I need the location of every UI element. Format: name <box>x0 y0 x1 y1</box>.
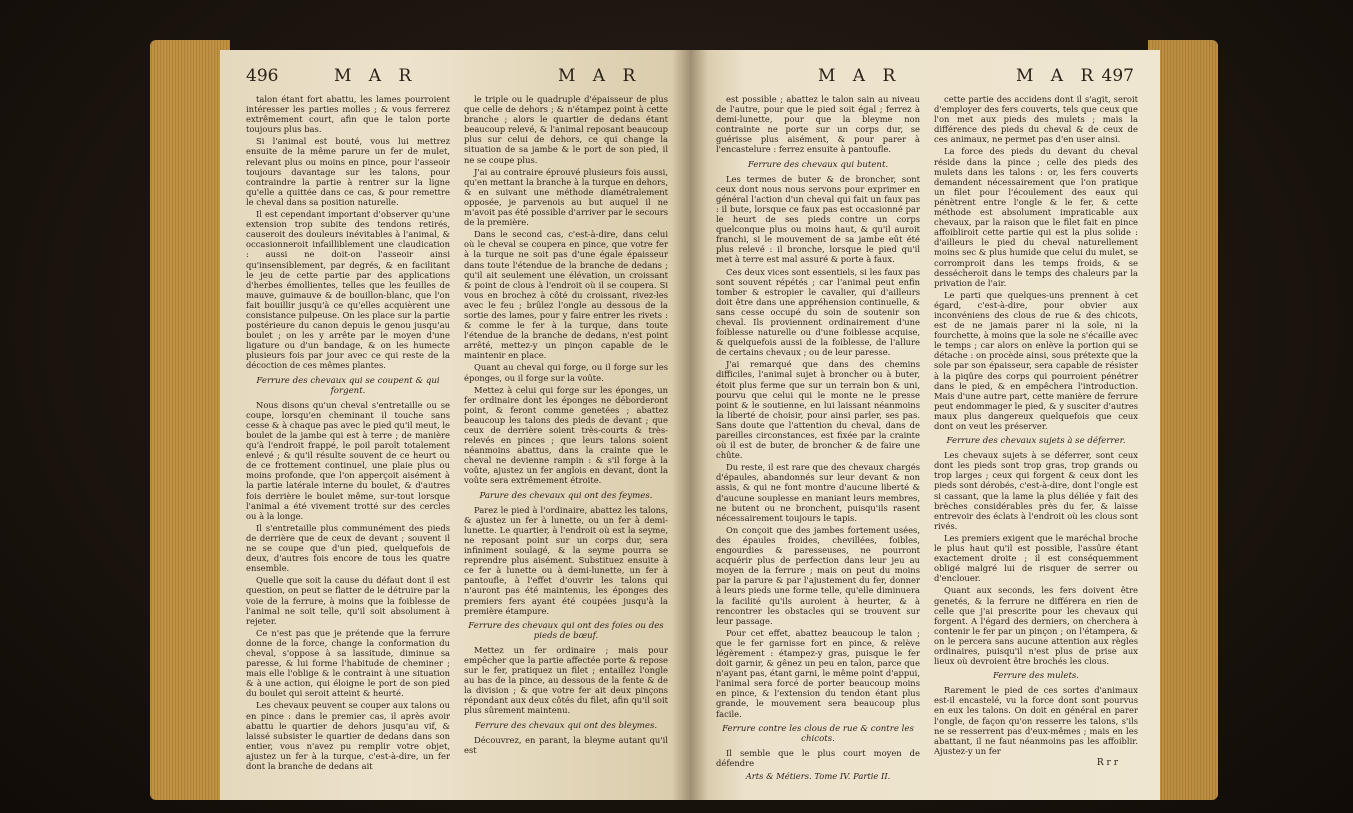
paragraph: J'ai au contraire éprouvé plusieurs fois aussi, qu'en mettant la branche à la turque en dehors, & en suivant une méthode diamétralement opposée, je parvenois au but auquel il ne m'avoit pas été possible d'arriver par le secours de la première. <box>464 166 668 228</box>
paragraph: Si l'animal est bouté, vous lui mettrez ensuite de la même parure un fer de mulet, relevant plus ou moins en pince, pour l'asseoir toujours davantage sur les talons, pour contraindre la partie à rentrer sur la ligne qu'elle a quittée dans ce cas, & pour remettre le cheval dans sa position naturelle. <box>246 136 450 207</box>
left-page <box>220 50 690 800</box>
paragraph: Pour cet effet, abattez beaucoup le talon ; que le fer garnisse fort en pince, & relève légèrement : étampez-y gras, puisque le fer doit garnir, & gênez un peu en talon, parce que n'ayant pas, étant garni, le même point d'appui, l'animal sera forcé de porter beaucoup moins en pince, & l'extension du tendon étant plus grande, le mouvement sera beaucoup plus facile. <box>716 627 920 719</box>
page-number: 497 <box>1101 66 1134 86</box>
paragraph: Rarement le pied de ces sortes d'animaux est-il encastelé, vu la force dont sont pourvus en eux les talons. On doit en général en parer l'ongle, de façon qu'on resserre les talons, s'ils ne se resserrent pas d'eux-mêmes ; mais en les abattant, il ne faut néanmoins pas les affoiblir. Ajustez-y un fer <box>934 685 1138 756</box>
right-page-header <box>716 66 1134 88</box>
paragraph: talon étant fort abattu, les lames pourroient intéresser les parties molles ; & vous ferrerez extrêmement court, afin que le talon porte toujours plus bas. <box>246 94 450 135</box>
signature-mark: R r r <box>1096 757 1118 768</box>
paragraph: Nous disons qu'un cheval s'entretaille ou se coupe, lorsqu'en cheminant il touche sans cesse & à chaque pas avec le pied qu'il meut, le boulet de la jambe qui est à terre ; de manière qu'à l'endroit frappé, le poil paroît totalement enlevé ; & qu'il résulte souvent de ce heurt ou de ce frottement continuel, une plaie plus ou moins profonde, que l'on apperçoit aisément à la partie latérale interne du boulet, & d'autres fois derrière le boulet même, sur-tout lorsque l'animal a été vivement trotté sur des cercles ou à la longe. <box>246 399 450 521</box>
left-page-header <box>246 66 664 88</box>
left-page-column-1 <box>246 94 450 790</box>
paragraph: est possible ; abattez le talon sain au niveau de l'autre, pour que le pied soit égal ; ferrez à demi-lunette, pour que la bleyme non contrainte ne porte sur un corps dur, se guérisse plus aisément, & pour parer à l'encastelure : ferrez ensuite à pantoufle. <box>716 94 920 155</box>
paragraph: Dans le second cas, c'est-à-dire, dans celui où le cheval se coupera en pince, que votre fer à la turque ne soit pas d'une égale épaisseur dans toute l'étendue de la branche de dedans ; qu'il ait seulement une élévation, un croissant & point de clous à l'endroit où il se coupera. Si vous en brochez à côté du croissant, rivez-les avec le feu ; brûlez l'ongle au dessous de la sortie des lames, pour y faire entrer les rivets : & comme le fer à la turque, dans toute l'étendue de la branche de dedans, n'est point arrêté, mettez-y un pinçon capable de le maintenir en place. <box>464 229 668 361</box>
section-heading: Ferrure contre les clous de rue & contre les chicots. <box>722 723 914 744</box>
paragraph: Ces deux vices sont essentiels, si les faux pas sont souvent répétés ; car l'animal peut enfin tomber & estropier le cavalier, qui d'ailleurs doit être dans une appréhension continuelle, & sans cesse occupé du soin de soutenir son cheval. Ils proviennent ordinairement d'une foiblesse naturelle ou d'une foiblesse acquise, & quelquefois aussi de la foiblesse, de l'allure de certains chevaux ; ou de leur paresse. <box>716 266 920 358</box>
right-page <box>690 50 1160 800</box>
paragraph: Les premiers exigent que le maréchal broche le plus haut qu'il est possible, l'assûre étant exactement droite ; il est conséquemment obligé malgré lui de risquer de serrer ou d'enclouer. <box>934 532 1138 584</box>
running-head-right: M A R <box>558 66 642 86</box>
paragraph: Quant aux seconds, les fers doivent être genetés, & la ferrure ne différera en rien de celle que j'ai prescrite pour les chevaux qui forgent. A l'égard des derniers, on cherchera à contenir le fer par un pinçon ; on l'étampera, & on le percera sans aucune attention aux règles ordinaires, puisqu'il n'est plus de prise aux lieux où devroient être brochés les clous. <box>934 585 1138 667</box>
section-heading: Ferrure des chevaux qui ont des bleymes. <box>474 720 658 731</box>
running-head-right: M A R <box>1016 66 1100 86</box>
paragraph: Il semble que le plus court moyen de défendre <box>716 747 920 768</box>
paragraph: Parez le pied à l'ordinaire, abattez les talons, & ajustez un fer à lunette, ou un fer à demi-lunette. Le quartier, à l'endroit où est la seyme, ne reposant point sur un corps dur, sera infiniment soulagé, & la seyme pourra se reprendre plus aisément. Substituez ensuite à ce fer à lunette ou à demi-lunette, un fer à pantoufle, à l'effet d'ouvrir les talons qui n'auront pas été maintenus, les éponges des premiers fers ayant été coupées jusqu'à la première étampure. <box>464 504 668 616</box>
right-page-column-1 <box>716 94 920 790</box>
paragraph: cette partie des accidens dont il s'agit, seroit d'employer des fers couverts, tels que ceux que l'on met aux pieds des mulets ; mais la différence des pieds du cheval & de ceux de ces animaux, ne permet pas d'en user ainsi. <box>934 94 1138 145</box>
paragraph: Ce n'est pas que je prétende que la ferrure donne de la force, change la conformation du cheval, s'oppose à sa lassitude, diminue sa paresse, & lui forme l'habitude de cheminer ; mais elle l'oblige & le contraint à une situation & à une action, qui éloigne le port de son pied du boulet qui seroit atteint & heurté. <box>246 627 450 699</box>
section-heading: Ferrure des chevaux qui se coupent & qui forgent. <box>256 375 440 396</box>
paragraph: On conçoit que des jambes fortement usées, des épaules froides, chevillées, foibles, engourdies & paresseuses, ne pourront acquérir plus de perfection dans leur jeu au moyen de la ferrure ; mais on peut du moins par la parure & par l'ajustement du fer, donner à leurs pieds une forme telle, qu'elle diminuera la facilité qu'ils auroient à heurter, & à rencontrer les obstacles qui se trouvent sur leur passage. <box>716 524 920 626</box>
paragraph: Le parti que quelques-uns prennent à cet égard, c'est-à-dire, pour obvier aux inconvéniens des clous de rue & des chicots, est de ne jamais parer ni la sole, ni la fourchette, à moins que la sole ne s'écaille avec le temps ; car alors on enlève la portion qui se détache : on procède ainsi, sous prétexte que la sole par son épaisseur, sera capable de résister à la piqûre des corps qui pourroient pénétrer dans le pied, & en empêchera l'introduction. Mais d'une autre part, cette manière de ferrure peut endommager le pied, & y susciter d'autres maux plus dangereux quelquefois que ceux dont on veut les préserver. <box>934 289 1138 431</box>
section-heading: Ferrure des chevaux qui ont des foies ou des pieds de bœuf. <box>468 620 664 641</box>
paragraph: J'ai remarqué que dans des chemins difficiles, l'animal sujet à broncher ou à buter, étoit plus ferme que sur un terrain bon & uni, pourvu que celui qui le monte ne le presse point & le soutienne, en lui laissant néanmoins la liberté de choisir, pour ainsi parler, ses pas. Sans doute que l'attention du cheval, dans de pareilles circonstances, est fixée par la crainte où il est de buter, de broncher & de faire une chûte. <box>716 359 920 461</box>
section-heading: Parure des chevaux qui ont des feymes. <box>479 490 653 501</box>
paragraph: Les chevaux peuvent se couper aux talons ou en pince : dans le premier cas, il après avoir abattu le quartier de dehors jusqu'au vif, & laissé subsister le quartier de dedans dans son entier, vous n'avez pu remplir votre objet, ajustez un fer à la turque, c'est-à-dire, un fer dont la branche de dedans ait <box>246 700 450 771</box>
running-head-left: M A R <box>818 66 902 86</box>
paragraph: La force des pieds du devant du cheval réside dans la pince ; celle des pieds des mulets dans les talons : or, les fers couverts demandent nécessairement que l'on pratique un filet pour l'écoulement des eaux qui pénètrent entre l'ongle & le fer, & cette méthode est absolument impraticable aux chevaux, par la raison que le filet fait en pince affoibliroit cette partie qui est la plus solide : d'ailleurs le pied du cheval naturellement moins sec & plus humide que celui du mulet, se corromproit dans les temps froids, & se dessécheroit dans le temps des chaleurs par la privation de l'air. <box>934 146 1138 288</box>
section-heading: Ferrure des chevaux sujets à se déferrer. <box>946 436 1126 447</box>
paragraph: Il est cependant important d'observer qu'une extension trop subite des tendons retirés, causeroit des douleurs inévitables à l'animal, & occasionneroit infailliblement une claudication : aussi ne doit-on l'asseoir ainsi qu'insensiblement, par degrés, & en facilitant le jeu de cette partie par des applications d'herbes émollientes, telles que les feuilles de mauve, guimauve & de bouillon-blanc, que l'on fait bouillir jusqu'à ce qu'elles acquièrent une consistance pulpeuse. On les place sur la partie postérieure du canon depuis le genou jusqu'au boulet ; on les y arrête par le moyen d'une ligature ou d'un bandage, & on les humecte plusieurs fois par jour avec ce qui reste de la décoction de ces mêmes plantes. <box>246 209 450 371</box>
paragraph: Du reste, il est rare que des chevaux chargés d'épaules, abandonnés sur leur devant & non assis, & qui ne font montre d'aucune liberté & d'aucune souplesse en maniant leurs membres, ne butent ou ne bronchent, puisqu'ils rasent nécessairement toujours le tapis. <box>716 462 920 523</box>
paragraph: Mettez un fer ordinaire ; mais pour empêcher que la partie affectée porte & repose sur le fer, pratiquez un filet ; entaillez l'ongle au bas de la pince, au dessous de la fente & de la division ; & que votre fer ait deux pinçons répondant aux deux côtés du filet, afin qu'il soit plus sûrement maintenu. <box>464 644 668 716</box>
left-page-column-2 <box>464 94 668 790</box>
page-footer: Arts & Métiers. Tome IV. Partie II. <box>745 771 891 781</box>
book-gutter <box>672 50 708 800</box>
paragraph: Découvrez, en parant, la bleyme autant qu'il est <box>464 734 668 755</box>
paragraph: Il s'entretaille plus communément des pieds de derrière que de ceux de devant ; souvent il ne se coupe que d'un pied, quelquefois de deux, d'autres fois encore de tous les quatre ensemble. <box>246 522 450 574</box>
section-heading: Ferrure des chevaux qui butent. <box>747 159 889 170</box>
paragraph: Les chevaux sujets à se déferrer, sont ceux dont les pieds sont trop gras, trop grands ou trop larges ; ceux qui forgent & ceux dont les pieds sont dérobés, c'est-à-dire, dont l'ongle est si cassant, que la lame la plus déliée y fait des brèches considérables près du fer, & laisse entrevoir des éclats à l'endroit où les clous sont rivés. <box>934 450 1138 531</box>
section-heading: Ferrure des mulets. <box>992 671 1080 682</box>
paragraph: Mettez à celui qui forge sur les éponges, un fer ordinaire dont les éponges ne déborderont point, & feront comme genetées ; abattez beaucoup les talons des pieds de devant ; que ceux de derrière soient très-courts & très-relevés en pinces ; que leurs talons soient néanmoins abattus, dans la crainte que le cheval ne devienne rampin : & s'il forge à la voûte, ajustez un fer anglois en devant, dont la voûte sera extrêmement étroite. <box>464 384 668 486</box>
paragraph: Quelle que soit la cause du défaut dont il est question, on peut se flatter de le détruire par la voie de la ferrure, à moins que la foiblesse de l'animal ne soit telle, qu'il soit absolument à rejeter. <box>246 575 450 626</box>
paragraph: le triple ou le quadruple d'épaisseur de plus que celle de dehors ; & n'étampez point à cette branche ; alors le quartier de dedans étant beaucoup relevé, & l'animal reposant beaucoup plus sur celui de dehors, ce qui change la situation de sa jambe & le port de son pied, il ne se coupe plus. <box>464 94 668 165</box>
page-number: 496 <box>246 66 279 86</box>
paragraph: Les termes de buter & de broncher, sont ceux dont nous nous servons pour exprimer en général l'action d'un cheval qui fait un faux pas : il bute, lorsque ce faux pas est occasionné par le heurt de ses pieds contre un corps quelconque plus ou moins haut, & qu'il auroit franchi, si le mouvement de sa jambe eût été plus relevé : il bronche, lorsque le pied qu'il met à terre est mal assuré & porte à faux. <box>716 173 920 265</box>
running-head-left: M A R <box>334 66 418 86</box>
paragraph: Quant au cheval qui forge, ou il forge sur les éponges, ou il forge sur la voûte. <box>464 362 668 383</box>
right-page-column-2 <box>934 94 1138 790</box>
left-page-edges <box>150 40 230 800</box>
